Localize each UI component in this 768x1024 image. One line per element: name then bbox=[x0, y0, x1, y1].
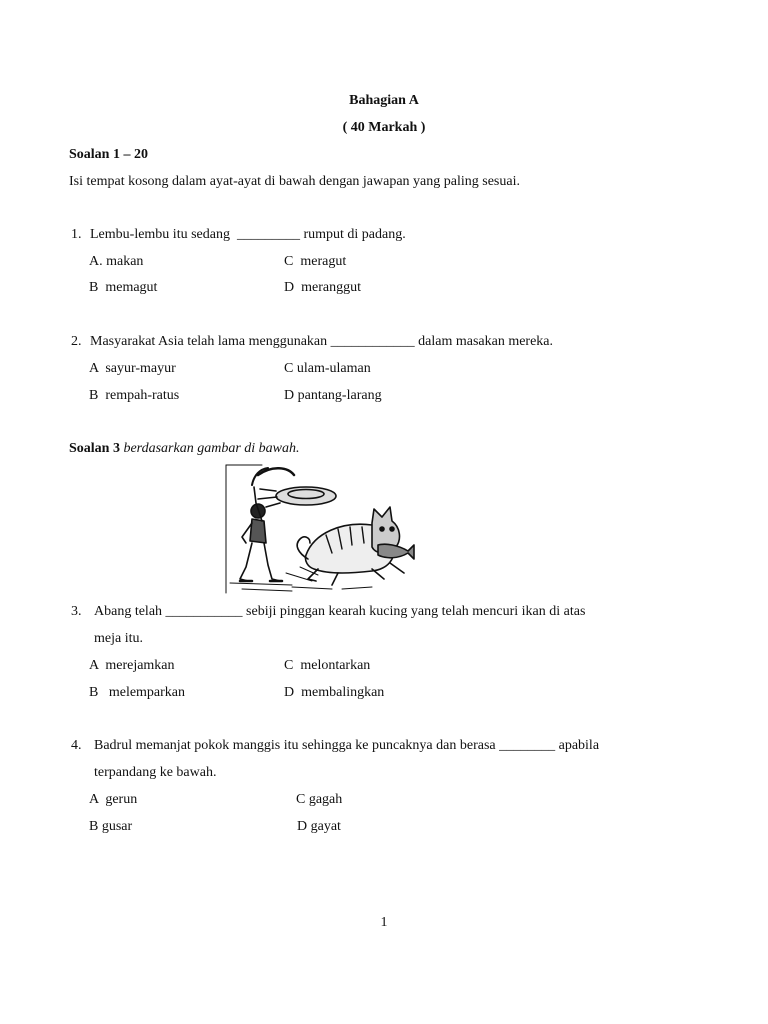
question-3-option-b: B melemparkan bbox=[89, 685, 186, 700]
picture-prompt-text: berdasarkan gambar di bawah. bbox=[123, 441, 300, 456]
question-2-option-d: D pantang-larang bbox=[284, 388, 382, 403]
question-3-option-c: C melontarkan bbox=[284, 658, 371, 673]
question-1-option-a: A. makan bbox=[89, 254, 144, 269]
question-4-option-a: A gerun bbox=[89, 792, 138, 807]
picture-prompt-label: Soalan 3 bbox=[69, 441, 120, 456]
question-4-text-line2: terpandang ke bawah. bbox=[94, 765, 217, 780]
question-range-label: Soalan 1 – 20 bbox=[69, 147, 148, 162]
question-2-number: 2. bbox=[71, 334, 82, 349]
question-4-number: 4. bbox=[71, 738, 82, 753]
question-4-text-line1: Badrul memanjat pokok manggis itu sehingga ke puncaknya dan berasa ________ apabila bbox=[94, 738, 600, 753]
question-3-option-a: A merejamkan bbox=[89, 658, 175, 673]
question-3-text-line2: meja itu. bbox=[94, 631, 143, 646]
question-3-option-d: D membalingkan bbox=[284, 685, 385, 700]
question-4-option-d: D gayat bbox=[297, 819, 341, 834]
picture-prompt bbox=[69, 441, 300, 457]
man-throwing-plate-at-cat-illustration bbox=[222, 463, 416, 599]
question-1-number: 1. bbox=[71, 227, 82, 242]
question-1-option-d: D meranggut bbox=[284, 280, 361, 295]
question-2-text: Masyarakat Asia telah lama menggunakan ____________ dalam masakan mereka. bbox=[90, 334, 554, 349]
question-3-number: 3. bbox=[71, 604, 82, 619]
question-2-option-b: B rempah-ratus bbox=[89, 388, 180, 403]
page-number: 1 bbox=[380, 915, 388, 930]
question-2-option-c: C ulam-ulaman bbox=[284, 361, 371, 376]
question-4-option-b: B gusar bbox=[89, 819, 133, 834]
question-3-text-line1: Abang telah ___________ sebiji pinggan kearah kucing yang telah mencuri ikan di atas bbox=[94, 604, 586, 619]
question-1-option-b: B memagut bbox=[89, 280, 158, 295]
instructions-text: Isi tempat kosong dalam ayat-ayat di bawah dengan jawapan yang paling sesuai. bbox=[69, 174, 520, 189]
question-2-option-a: A sayur-mayur bbox=[89, 361, 176, 376]
question-1-text: Lembu-lembu itu sedang _________ rumput di padang. bbox=[90, 227, 406, 242]
question-4-option-c: C gagah bbox=[296, 792, 343, 807]
question-1-option-c: C meragut bbox=[284, 254, 347, 269]
section-title: Bahagian A bbox=[349, 93, 419, 108]
marks-label: ( 40 Markah ) bbox=[342, 120, 426, 135]
